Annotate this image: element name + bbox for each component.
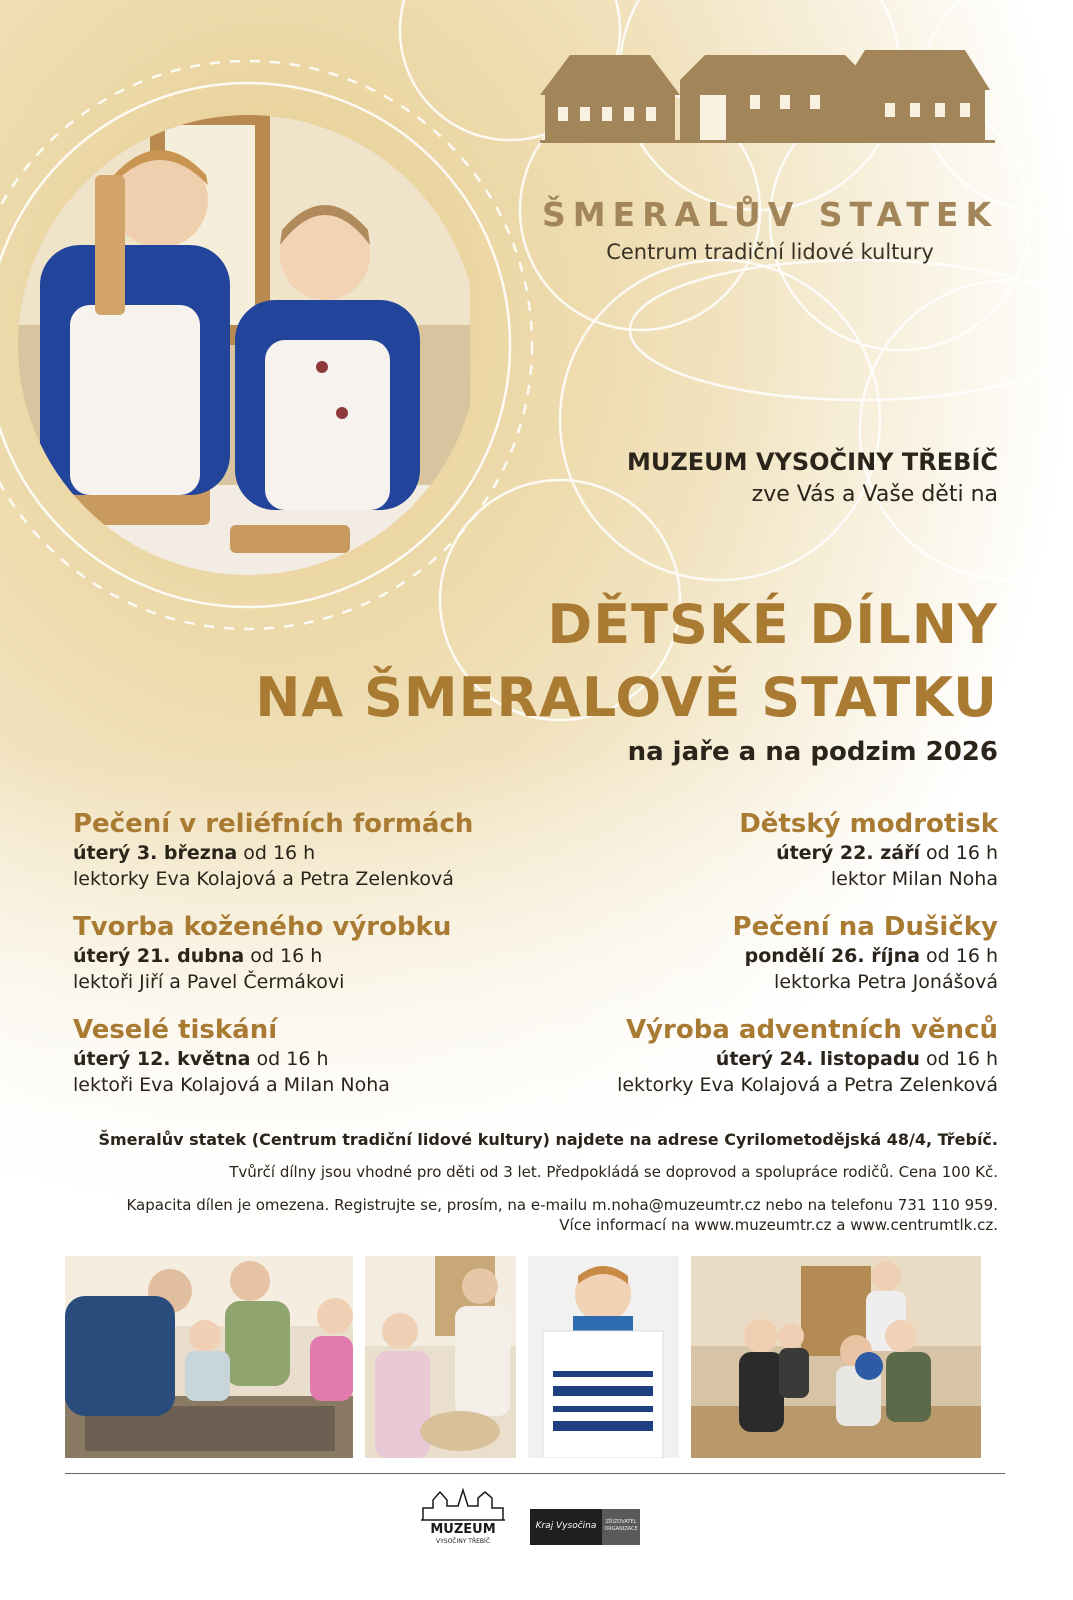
workshop-title: Veselé tiskání bbox=[73, 1015, 278, 1045]
workshop-date: úterý 21. dubna od 16 h bbox=[73, 945, 323, 967]
workshop-lector: lektorky Eva Kolajová a Petra Zelenková bbox=[73, 868, 454, 890]
photo-advent-wreath-group bbox=[691, 1256, 981, 1458]
workshop-item bbox=[73, 808, 553, 892]
workshop-date: úterý 3. března od 16 h bbox=[73, 842, 316, 864]
workshop-item bbox=[73, 1014, 553, 1098]
workshop-date: úterý 24. listopadu od 16 h bbox=[715, 1048, 998, 1070]
headline-season: na jaře a na podzim 2026 bbox=[627, 737, 998, 767]
museum-logo-text: MUZEUM bbox=[430, 1522, 496, 1537]
workshop-title: Pečení v reliéfních formách bbox=[73, 809, 474, 839]
founder-label bbox=[602, 1509, 640, 1545]
museum-logo bbox=[418, 1486, 508, 1550]
more-info: Více informací na www.muzeumtr.cz a www.centrumtlk.cz. bbox=[559, 1216, 998, 1234]
footer-divider bbox=[65, 1473, 1005, 1474]
workshop-title: Tvorba koženého výrobku bbox=[73, 912, 452, 942]
museum-logo-subtext: VYSOČINY TŘEBÍČ bbox=[435, 1538, 491, 1545]
workshop-item bbox=[518, 808, 998, 892]
photo-baking-workshop bbox=[365, 1256, 516, 1458]
photo-leather-workshop bbox=[65, 1256, 353, 1458]
workshop-lector: lektoři Eva Kolajová a Milan Noha bbox=[73, 1074, 390, 1096]
workshop-lector: lektoři Jiří a Pavel Čermákovi bbox=[73, 971, 345, 993]
suitability-info: Tvůrčí dílny jsou vhodné pro děti od 3 let. Předpokládá se doprovod a spolupráce rodičů. Cena 100 Kč. bbox=[229, 1163, 998, 1181]
registration-info: Kapacita dílen je omezena. Registrujte se, prosím, na e-mailu m.noha@muzeumtr.cz nebo na telefonu 731 110 959. bbox=[126, 1196, 998, 1214]
workshop-date: úterý 22. září od 16 h bbox=[776, 842, 998, 864]
workshop-lector: lektorka Petra Jonášová bbox=[774, 971, 998, 993]
hero-photo-children-baking bbox=[0, 105, 470, 590]
headline-line-2: NA ŠMERALOVĚ STATKU bbox=[255, 666, 998, 729]
workshop-item bbox=[518, 1014, 998, 1098]
organizer-name: MUZEUM VYSOČINY TŘEBÍČ bbox=[627, 448, 998, 476]
farmhouse-icon bbox=[540, 45, 1000, 185]
workshop-lector: lektor Milan Noha bbox=[830, 868, 998, 890]
workshop-date: úterý 12. května od 16 h bbox=[73, 1048, 329, 1070]
workshop-title: Pečení na Dušičky bbox=[732, 912, 998, 942]
headline-line-1: DĚTSKÉ DÍLNY bbox=[547, 593, 998, 656]
photo-blueprint-shirt bbox=[528, 1256, 679, 1458]
workshop-date: pondělí 26. října od 16 h bbox=[744, 945, 998, 967]
workshop-item bbox=[518, 911, 998, 995]
logo-title: ŠMERALŮV STATEK bbox=[541, 195, 999, 234]
logo-subtitle: Centrum tradiční lidové kultury bbox=[606, 240, 934, 264]
kraj-vysocina-logo bbox=[530, 1509, 602, 1545]
workshop-title: Dětský modrotisk bbox=[739, 809, 998, 839]
smeraluv-statek-logo bbox=[540, 45, 1020, 264]
workshop-title: Výroba adventních věnců bbox=[625, 1015, 998, 1045]
founder-text: ZŘIZOVATEL ORGANIZACE bbox=[604, 1519, 638, 1532]
workshop-item bbox=[73, 911, 553, 995]
address-info: Šmeralův statek (Centrum tradiční lidové kultury) najdete na adrese Cyrilometodějská 48/4, Třebíč. bbox=[98, 1130, 998, 1149]
invitation-text: zve Vás a Vaše děti na bbox=[751, 482, 998, 507]
kraj-vysocina-text: Kraj Vysočina bbox=[535, 1521, 597, 1531]
workshop-lector: lektorky Eva Kolajová a Petra Zelenková bbox=[617, 1074, 998, 1096]
castle-icon bbox=[418, 1486, 508, 1522]
